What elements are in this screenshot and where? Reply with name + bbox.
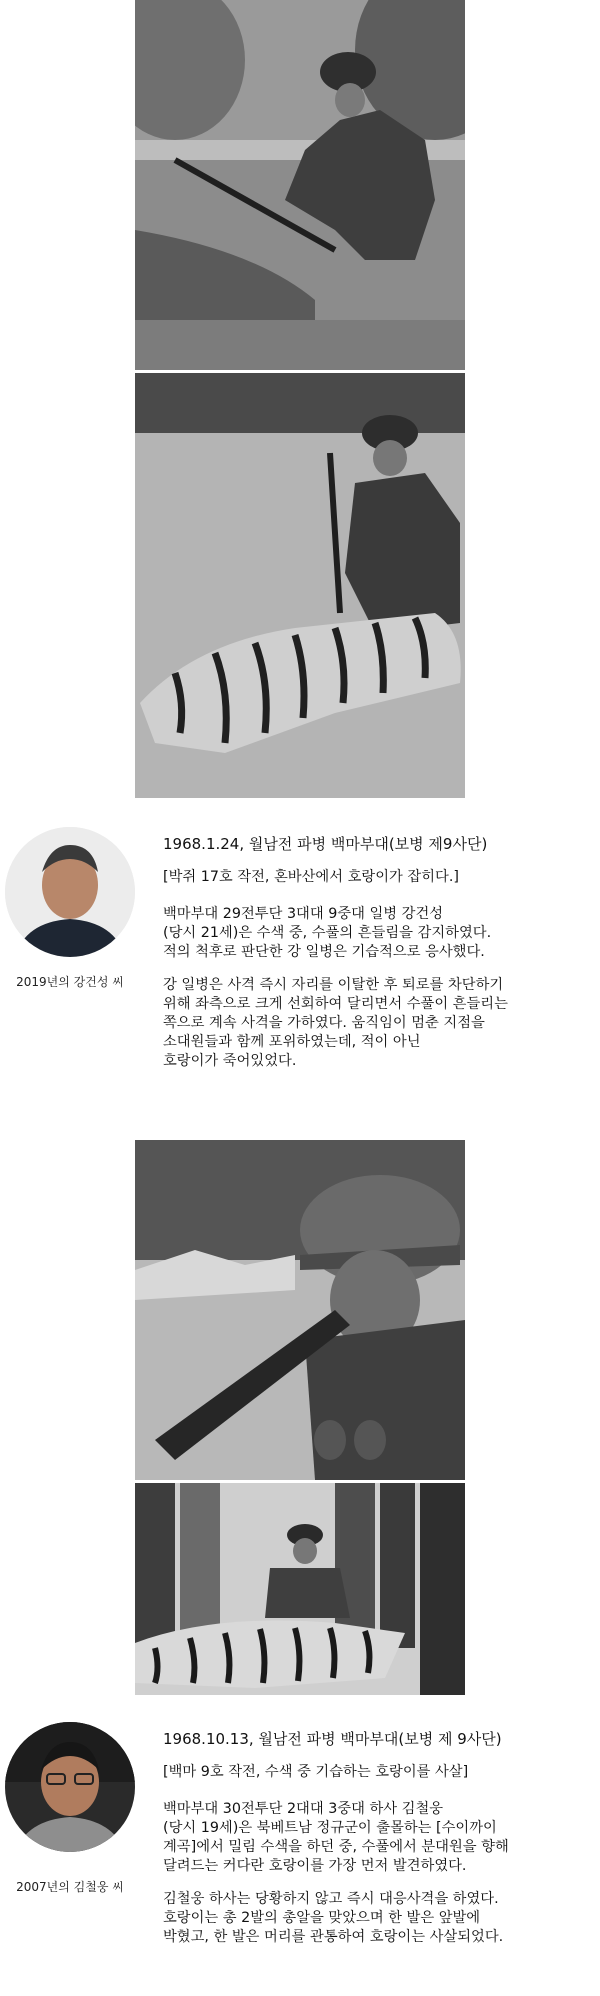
avatar-caption: 2007년의 김철웅 씨 xyxy=(16,1880,124,1894)
story-date-line: 1968.1.24, 월남전 파병 백마부대(보병 제9사단) xyxy=(163,835,488,853)
story-line: 적의 척후로 판단한 강 일병은 기습적으로 응사했다. xyxy=(163,944,485,960)
story-1 xyxy=(163,835,593,1085)
story-line: 백마부대 29전투단 3대대 9중대 일병 강건성 xyxy=(163,906,444,922)
photo-soldier-crouching xyxy=(135,0,465,370)
story-line: (당시 19세)은 북베트남 정규군이 출몰하는 [수이까이 xyxy=(163,1820,497,1836)
story-line: 김철웅 하사는 당황하지 않고 즉시 대응사격을 하였다. xyxy=(163,1891,499,1907)
story-line: 백마부대 30전투단 2대대 3중대 하사 김철웅 xyxy=(163,1801,444,1817)
avatar-caption: 2019년의 강건성 씨 xyxy=(16,975,124,989)
story-line: 호랑이가 죽어있었다. xyxy=(163,1053,297,1069)
story-line: 소대원들과 함께 포위하였는데, 적이 아닌 xyxy=(163,1034,421,1050)
photo-soldiers-around-tiger xyxy=(135,1483,465,1695)
story-line: 계곡]에서 밀림 수색을 하던 중, 수풀에서 분대원을 향해 xyxy=(163,1839,509,1855)
story-operation-line: [박쥐 17호 작전, 혼바산에서 호랑이가 잡히다.] xyxy=(163,869,459,885)
photo-soldier-with-tiger xyxy=(135,373,465,798)
story-line: 호랑이는 총 2발의 총알을 맞았으며 한 발은 앞발에 xyxy=(163,1910,481,1926)
story-date-line: 1968.10.13, 월남전 파병 백마부대(보병 제 9사단) xyxy=(163,1730,502,1748)
story-line: 박혔고, 한 발은 머리를 관통하여 호랑이는 사살되었다. xyxy=(163,1929,504,1945)
photo-soldier-aiming xyxy=(135,1140,465,1480)
story-line: 쪽으로 계속 사격을 가하였다. 움직임이 멈춘 지점을 xyxy=(163,1015,485,1031)
story-line: 달려드는 커다란 호랑이를 가장 먼저 발견하였다. xyxy=(163,1858,467,1874)
story-operation-line: [백마 9호 작전, 수색 중 기습하는 호랑이를 사살] xyxy=(163,1764,469,1780)
avatar-kim-cheolung xyxy=(5,1722,135,1852)
story-paragraph xyxy=(163,1800,593,1876)
avatar-kang-geonseong xyxy=(5,827,135,957)
story-paragraph xyxy=(163,905,593,962)
story-paragraph xyxy=(163,976,593,1071)
story-line: 강 일병은 사격 즉시 자리를 이탈한 후 퇴로를 차단하기 xyxy=(163,977,504,993)
story-paragraph xyxy=(163,1890,593,1947)
story-2 xyxy=(163,1730,593,1961)
story-line: 위해 좌측으로 크게 선회하여 달리면서 수풀이 흔들리는 xyxy=(163,996,508,1012)
story-line: (당시 21세)은 수색 중, 수풀의 흔들림을 감지하였다. xyxy=(163,925,492,941)
